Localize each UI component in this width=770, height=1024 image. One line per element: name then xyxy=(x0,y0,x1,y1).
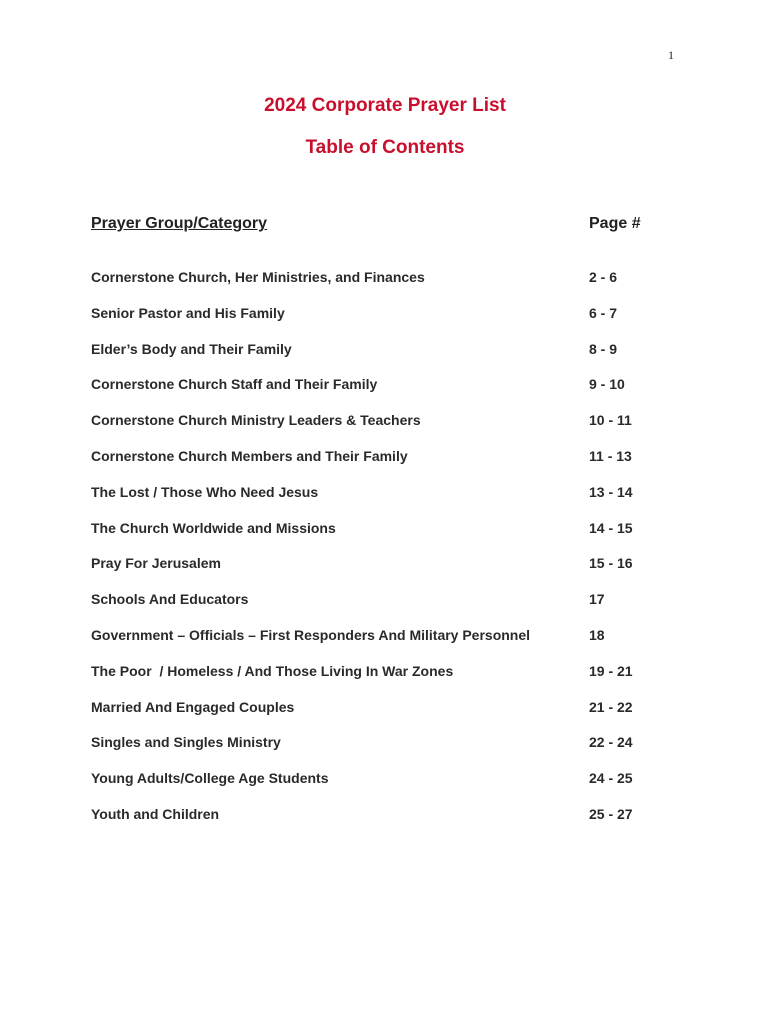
toc-pages: 22 - 24 xyxy=(589,734,633,751)
toc-pages: 9 - 10 xyxy=(589,376,625,393)
toc-entry xyxy=(91,520,711,556)
toc-pages: 17 xyxy=(589,591,605,608)
toc-entry xyxy=(91,806,711,842)
toc-pages: 25 - 27 xyxy=(589,805,633,822)
toc-entry xyxy=(91,627,711,663)
toc-entry xyxy=(91,770,711,806)
page-column-header: Page # xyxy=(589,215,641,232)
toc-category: Singles and Singles Ministry xyxy=(91,734,281,751)
toc-entry xyxy=(91,699,711,735)
toc-entry xyxy=(91,448,711,484)
toc-category: Senior Pastor and His Family xyxy=(91,304,285,321)
toc-category: Cornerstone Church Staff and Their Family xyxy=(91,376,378,393)
toc-pages: 10 - 11 xyxy=(589,412,632,429)
toc-pages: 6 - 7 xyxy=(589,304,618,321)
toc-category: The Lost / Those Who Need Jesus xyxy=(91,483,319,500)
toc-category: Cornerstone Church Ministry Leaders & Teachers xyxy=(91,412,421,429)
toc-pages: 8 - 9 xyxy=(589,340,618,357)
toc-entry xyxy=(91,412,711,448)
toc-entry xyxy=(91,305,711,341)
toc-entry xyxy=(91,269,711,305)
toc-entry xyxy=(91,376,711,412)
document-subtitle: Table of Contents xyxy=(305,137,465,158)
toc-category: Pray For Jerusalem xyxy=(91,555,221,572)
toc-pages: 15 - 16 xyxy=(589,555,633,572)
toc-pages: 18 xyxy=(589,626,605,643)
toc-entry xyxy=(91,555,711,591)
toc-pages: 19 - 21 xyxy=(589,662,633,679)
toc-category: The Poor / Homeless / And Those Living In War Zones xyxy=(91,662,454,679)
toc-entry xyxy=(91,591,711,627)
toc-category: Married And Engaged Couples xyxy=(91,698,295,715)
toc-entry xyxy=(91,341,711,377)
toc-entry xyxy=(91,734,711,770)
toc-category: Youth and Children xyxy=(91,805,220,822)
toc-category: Cornerstone Church Members and Their Family xyxy=(91,447,408,464)
page-number: 1 xyxy=(668,48,674,62)
category-column-header: Prayer Group/Category xyxy=(91,215,268,232)
toc-category: Cornerstone Church, Her Ministries, and Finances xyxy=(91,269,425,285)
table-of-contents xyxy=(91,269,711,842)
toc-pages: 24 - 25 xyxy=(589,770,633,787)
document-title: 2024 Corporate Prayer List xyxy=(264,95,506,116)
toc-pages: 11 - 13 xyxy=(589,447,632,464)
toc-category: Schools And Educators xyxy=(91,591,249,608)
toc-category: The Church Worldwide and Missions xyxy=(91,519,336,536)
toc-entry xyxy=(91,663,711,699)
toc-entry xyxy=(91,484,711,520)
toc-pages: 21 - 22 xyxy=(589,698,633,715)
toc-category: Elder’s Body and Their Family xyxy=(91,340,292,357)
toc-pages: 13 - 14 xyxy=(589,483,633,500)
toc-category: Young Adults/College Age Students xyxy=(91,770,329,787)
toc-category: Government – Officials – First Responders And Military Personnel xyxy=(91,626,531,643)
toc-pages: 2 - 6 xyxy=(589,269,618,285)
toc-pages: 14 - 15 xyxy=(589,519,633,536)
